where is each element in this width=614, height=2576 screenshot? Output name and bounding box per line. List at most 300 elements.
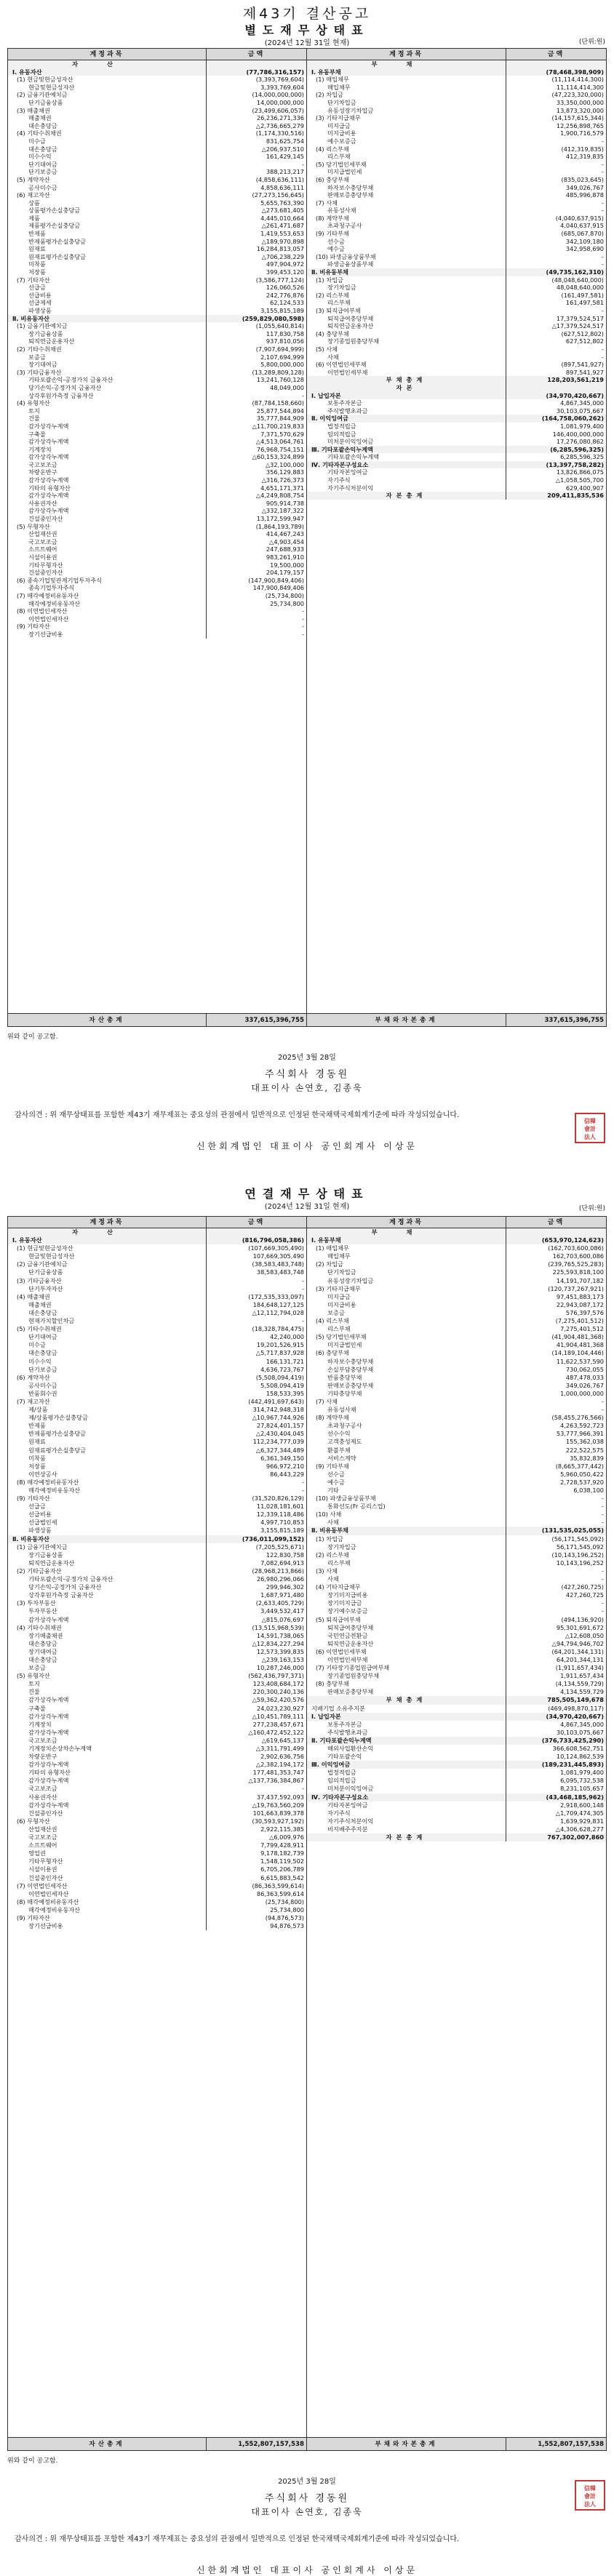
row-amount: (14,000,000,000)	[252, 91, 304, 99]
table-row	[8, 161, 306, 169]
row-label: 유동성장기차입금	[307, 1277, 506, 1285]
row-amount: 497,904,972	[266, 260, 304, 268]
row-label: 미수수익	[8, 1358, 207, 1366]
row-amount: 4,636,723,767	[260, 1365, 304, 1373]
row-amount: (107,669,305,490)	[248, 1244, 304, 1252]
row-amount: (1,174,330,516)	[255, 129, 304, 137]
row-label: 고객충성제도	[307, 1438, 506, 1446]
row-amount: (49,735,162,310)	[506, 268, 606, 276]
table-row	[8, 1317, 306, 1325]
table-row	[8, 1414, 306, 1422]
row-label: 손실부담충당부채	[307, 1366, 506, 1374]
row-label: 대손충당금	[8, 122, 207, 130]
table-row	[8, 384, 306, 392]
row-amount: 42,240,000	[270, 1333, 304, 1341]
table-row	[307, 238, 606, 246]
row-label: 장기선급비용	[8, 631, 207, 639]
table-row	[307, 1664, 606, 1672]
row-label: 현재가치할인차금	[8, 1317, 207, 1325]
row-label: 토지	[8, 407, 207, 415]
table-row	[307, 1333, 606, 1341]
row-amount: 1,639,929,831	[560, 1817, 604, 1825]
row-amount: 53,777,966,391	[556, 1430, 604, 1438]
row-label: 파생상품	[8, 307, 207, 315]
table-row	[8, 114, 306, 122]
table-row	[8, 461, 306, 469]
row-label: 비지배주주지분	[307, 1825, 506, 1833]
row-label: 대손충당금	[8, 1349, 207, 1357]
row-amount: △19,763,560,209	[252, 1801, 304, 1809]
row-amount: 19,500,000	[270, 561, 304, 569]
row-amount: △4,306,628,277	[555, 1825, 604, 1833]
row-amount: 17,276,080,862	[556, 438, 604, 446]
table-row	[307, 1591, 606, 1599]
row-amount: (653,970,124,623)	[506, 1236, 606, 1244]
row-amount: 7,371,570,629	[260, 430, 304, 438]
row-label: 리스부채	[307, 1325, 506, 1333]
row-amount: 86,443,229	[270, 1470, 304, 1478]
row-amount: 101,663,839,378	[252, 1809, 304, 1817]
row-amount: (14,157,615,344)	[551, 114, 604, 122]
row-label: 미지급금	[307, 1293, 506, 1301]
row-label: 하자보수충당부채	[307, 184, 506, 192]
announcement-note-2: 위와 같이 공고함.	[7, 2457, 58, 2465]
row-amount: (11,114,414,300)	[551, 76, 604, 84]
row-label: 감가상각누계액	[8, 423, 207, 431]
table-row	[8, 1688, 306, 1696]
row-label: 법정적립금	[307, 423, 506, 431]
row-amount: △32,100,000	[265, 460, 304, 468]
row-amount: 158,533,395	[266, 1389, 304, 1397]
row-label: 기타포괄손익누계액	[307, 453, 506, 461]
table-row	[307, 1599, 606, 1607]
row-label: 당기손익-공정가치 금융자산	[8, 1583, 207, 1591]
row-amount: △4,249,808,754	[255, 492, 304, 500]
row-amount: 767,302,007,860	[506, 1833, 606, 1841]
row-label: 매각예정비유동자산	[8, 1487, 207, 1495]
row-amount: 4,651,171,371	[260, 484, 304, 492]
row-amount: -	[302, 615, 304, 623]
row-amount: (47,223,320,000)	[551, 91, 604, 99]
table-row	[307, 1406, 606, 1414]
table-row	[307, 1519, 606, 1527]
section-separator	[0, 1152, 614, 1184]
consolidated-header	[0, 1184, 614, 1216]
row-amount: (64,201,344,131)	[551, 1647, 604, 1655]
table-row	[8, 577, 306, 585]
row-label: 장기종업원충당부채	[307, 1672, 506, 1680]
table-row	[307, 423, 606, 431]
row-amount: (835,023,645)	[561, 175, 604, 183]
row-label: 상품	[8, 199, 207, 207]
table-row	[307, 91, 606, 99]
row-amount: -	[302, 1276, 304, 1284]
left-column	[8, 49, 307, 1026]
row-amount: △59,362,420,576	[252, 1696, 304, 1704]
row-amount: 1,081,979,400	[560, 1769, 604, 1777]
row-amount: 12,573,399,835	[256, 1647, 304, 1655]
row-label: Ⅰ. 납입자본	[307, 1713, 506, 1721]
table-row	[8, 1268, 306, 1276]
row-label: 예수보증금	[307, 137, 506, 145]
table-row	[307, 1252, 606, 1260]
row-amount: 220,300,240,136	[252, 1688, 304, 1696]
row-amount: 25,734,800	[270, 1905, 304, 1913]
row-label: 부채총계	[307, 376, 506, 384]
row-amount: -	[302, 607, 304, 615]
row-amount: 166,131,721	[266, 1357, 304, 1365]
table-row	[8, 322, 306, 330]
row-label: Ⅰ. 유동부채	[307, 1236, 506, 1244]
row-amount: 4,867,345,000	[560, 399, 604, 407]
row-label: 환불부채	[307, 1447, 506, 1455]
row-amount: 2,728,537,920	[560, 1478, 604, 1486]
row-amount: 4,867,345,000	[560, 1720, 604, 1728]
table-row	[8, 284, 306, 292]
row-amount: 7,275,401,512	[560, 1325, 604, 1333]
row-label: (4) 유형자산	[8, 399, 207, 407]
row-label: 퇴직연금운용자산	[307, 1640, 506, 1648]
row-amount: 86,363,599,614	[256, 1889, 304, 1897]
table-row	[307, 1268, 606, 1276]
row-label: 지배기업 소유주지분	[307, 1705, 506, 1713]
row-amount: (685,067,870)	[561, 230, 604, 238]
row-label: 사용권자산	[8, 500, 207, 508]
row-label: 감가상각누계액	[8, 1777, 207, 1785]
row-amount: 1,419,553,653	[260, 230, 304, 238]
table-row	[8, 1648, 306, 1656]
row-amount: (4,134,559,729)	[555, 1680, 604, 1688]
row-amount: 356,129,883	[266, 468, 304, 476]
row-amount: -	[602, 1495, 604, 1503]
row-amount: 3,449,532,417	[260, 1607, 304, 1615]
row-amount: 4,445,010,664	[260, 214, 304, 222]
row-amount: (131,535,025,055)	[506, 1527, 606, 1535]
table-row	[8, 199, 306, 207]
table-row	[307, 176, 606, 184]
notice-header	[0, 0, 614, 48]
row-label: 단기차입금	[307, 99, 506, 107]
table-row	[307, 1390, 606, 1398]
row-label: 당기손익-공정가치 금융자산	[8, 384, 207, 392]
row-amount: -	[302, 1785, 304, 1793]
table-row	[8, 1599, 306, 1607]
row-amount: (56,171,545,092)	[551, 1535, 604, 1543]
row-amount: 146,400,000,000	[552, 430, 604, 438]
table-row	[8, 122, 306, 130]
table-row	[307, 1236, 606, 1244]
table-row	[8, 268, 306, 276]
row-label: (4) 매출채권	[8, 1293, 207, 1301]
table-row	[8, 76, 306, 84]
table-row	[8, 1333, 306, 1341]
row-label: (1) 금융기관예치금	[8, 322, 207, 330]
row-label: 국고보조금	[8, 461, 207, 469]
row-amount: 162,703,600,086	[552, 1252, 604, 1260]
row-label: 선급비용	[8, 292, 207, 300]
row-label: 통화선도(Fr 공리스업)	[307, 1503, 506, 1511]
table-row	[8, 507, 306, 515]
table-row	[307, 330, 606, 338]
table-row	[8, 330, 306, 338]
row-label: 건설중인자산	[8, 1874, 207, 1882]
table-row	[307, 461, 606, 469]
table-row	[8, 1293, 306, 1301]
row-label: 미지급금	[307, 122, 506, 130]
row-label: 감가상각누계액	[8, 453, 207, 461]
table-row	[8, 1672, 306, 1680]
row-label: 미착품	[8, 1455, 207, 1463]
row-label: 대손충당금	[8, 1656, 207, 1664]
row-amount: -	[602, 168, 604, 176]
row-label: 단기대여금	[8, 1333, 207, 1341]
table-row	[307, 1301, 606, 1309]
row-label: 미수금	[8, 137, 207, 145]
row-amount: (94,876,573)	[265, 1913, 304, 1921]
row-amount: △12,834,227,294	[252, 1639, 304, 1647]
row-label: (8) 충당부채	[307, 1680, 506, 1688]
table-row	[8, 276, 306, 284]
row-label: (9) 기타자산	[8, 623, 207, 631]
row-label: 이연법인세부채	[307, 1656, 506, 1664]
row-label: 기계장치	[8, 1721, 207, 1729]
table-row	[8, 1705, 306, 1713]
table-row	[307, 1624, 606, 1632]
table-row	[8, 1438, 306, 1446]
row-label: 공사미수금	[8, 184, 207, 192]
row-label: 유동성장기차입금	[307, 107, 506, 115]
row-amount: 10,124,862,539	[556, 1753, 604, 1761]
table-row	[307, 1527, 606, 1535]
table-row	[307, 1833, 606, 1841]
row-label: 법정적립금	[307, 1769, 506, 1777]
row-label: (3) 사채	[307, 1567, 506, 1575]
table-row	[307, 1260, 606, 1268]
row-amount: 1,900,716,579	[560, 129, 604, 137]
row-label: 기타포괄손익	[307, 1753, 506, 1761]
row-label: 미지급법인세	[307, 168, 506, 176]
row-label: 차량운반구	[8, 468, 207, 476]
row-amount: (34,970,420,667)	[506, 392, 606, 400]
row-amount: 3,155,815,189	[260, 1527, 304, 1535]
row-label: 퇴직연금운용자산	[307, 322, 506, 330]
table-row	[307, 199, 606, 207]
table-row	[307, 1374, 606, 1382]
row-amount: (7,275,401,512)	[555, 1317, 604, 1325]
table-row	[307, 1640, 606, 1648]
notice-title: 제43기 결산공고	[242, 6, 372, 22]
table-row	[307, 322, 606, 330]
row-label: (10) 사채	[307, 1511, 506, 1519]
row-label: (6) 재고자산	[8, 191, 207, 199]
table-row	[8, 1244, 306, 1252]
table-row	[8, 1398, 306, 1406]
row-label: (9) 기타자산	[8, 1495, 207, 1503]
row-amount: 349,026,767	[565, 1381, 604, 1389]
table-row	[307, 1398, 606, 1406]
row-amount: 13,826,866,075	[556, 468, 604, 476]
row-label: (6) 충당부채	[307, 176, 506, 184]
table-row	[8, 153, 306, 161]
row-label: 상각후원가측정 금융자산	[8, 392, 207, 400]
row-amount: 6,705,206,789	[260, 1865, 304, 1873]
row-amount: 107,669,305,490	[252, 1252, 304, 1260]
row-amount: 155,362,038	[565, 1438, 604, 1446]
auditor-seal: 信韓 會計 法人	[575, 1113, 605, 1143]
row-label: (2) 금융기관예치금	[8, 91, 207, 99]
table-row	[8, 1696, 306, 1704]
table-row	[8, 238, 306, 246]
group-header: 부채	[307, 60, 506, 68]
row-label: (4) 기타지급채무	[307, 1583, 506, 1591]
rows-right	[307, 60, 606, 1013]
table-row	[8, 438, 306, 446]
table-row	[8, 1632, 306, 1640]
table-row	[307, 415, 606, 423]
table-row	[8, 222, 306, 230]
row-label: 장기종업원충당부채	[307, 337, 506, 345]
row-label: 반품회수권	[8, 1390, 207, 1398]
row-amount: (13,289,809,128)	[252, 368, 304, 376]
row-amount: 427,260,725	[565, 1591, 604, 1599]
table-row	[307, 268, 606, 276]
row-amount: 161,429,145	[266, 153, 304, 161]
row-label: (7) 사채	[307, 1398, 506, 1406]
table-row	[307, 1471, 606, 1479]
table-row	[8, 569, 306, 577]
row-amount: -	[602, 252, 604, 260]
row-label: 퇴직연금운용자산	[8, 1559, 207, 1567]
row-label: 주식발행초과금	[307, 407, 506, 415]
table-row	[8, 184, 306, 192]
row-amount: 177,481,353,747	[252, 1769, 304, 1777]
announcement-date: 2025년 3월 28일	[278, 1054, 336, 1062]
row-amount: △706,238,229	[261, 252, 304, 260]
row-label: (2) 금융기관예치금	[8, 1260, 207, 1268]
row-amount: 412,319,835	[565, 153, 604, 161]
row-label: 미처분이익잉여금	[307, 1785, 506, 1793]
table-row	[8, 468, 306, 476]
table-row	[8, 1745, 306, 1753]
row-amount: 64,201,344,131	[556, 1655, 604, 1663]
table-row	[307, 1447, 606, 1455]
table-row	[307, 1325, 606, 1333]
row-label: 소프트웨어	[8, 545, 207, 553]
table-row	[8, 1366, 306, 1374]
table-row	[8, 600, 306, 608]
table-row	[307, 1696, 606, 1704]
row-amount: △11,700,219,833	[252, 422, 304, 430]
row-amount: 147,900,849,406	[252, 584, 304, 592]
table-row	[8, 492, 306, 500]
row-label: 주식발행초과금	[307, 1729, 506, 1737]
row-label: 감가상각누계액	[8, 1729, 207, 1737]
row-label: 장기미지급비용	[307, 1591, 506, 1599]
table-row	[307, 276, 606, 284]
row-amount: 6,038,100	[573, 1487, 604, 1494]
table-row	[307, 1366, 606, 1374]
row-amount: 247,688,933	[266, 545, 304, 553]
row-label: 매입채무	[307, 1252, 506, 1260]
table-row	[8, 91, 306, 99]
table-row	[307, 1479, 606, 1487]
table-row	[8, 515, 306, 523]
row-label: (3) 기타지급채무	[307, 1285, 506, 1293]
table-row	[8, 592, 306, 600]
table-row	[307, 1761, 606, 1769]
table-row	[307, 1656, 606, 1664]
audit-opinion-2: 감사의견 : 위 재무상태표를 포함한 제43기 재무제표는 중요성의 관점에서 일반적으로 인정된 한국채택국제회계기준에 따라 작성되었습니다.	[15, 2535, 460, 2543]
row-label: 구축물	[8, 431, 207, 439]
left-column	[8, 1217, 307, 2450]
row-label: Ⅳ. 기타자본구성요소	[307, 461, 506, 469]
row-amount: 16,284,813,057	[256, 245, 304, 253]
table-row	[307, 1495, 606, 1503]
row-label: (7) 재고자산	[8, 1398, 207, 1406]
row-amount: 8,231,105,657	[560, 1785, 604, 1793]
row-amount: -	[602, 1575, 604, 1583]
row-label: 제/상품평가손실충당금	[8, 1414, 207, 1422]
row-label: 파생금융상품부채	[307, 260, 506, 268]
row-amount: 10,287,246,000	[256, 1664, 304, 1672]
table-row	[307, 191, 606, 199]
total-row	[307, 1013, 606, 1026]
row-amount: 13,873,320,000	[556, 106, 604, 114]
row-amount: -	[602, 137, 604, 145]
row-amount: 2,107,694,999	[260, 353, 304, 361]
table-row	[307, 315, 606, 323]
row-label: 원재료평가손실충당금	[8, 253, 207, 261]
row-label: 보증금	[8, 1664, 207, 1672]
table-row	[307, 161, 606, 169]
table-row	[307, 1317, 606, 1325]
row-amount: 349,026,767	[565, 183, 604, 191]
table-row	[8, 1785, 306, 1793]
row-label: 장기매출채권	[8, 1632, 207, 1640]
row-amount: (8,665,377,442)	[555, 1462, 604, 1470]
section-heading-2: 연결재무상태표	[244, 1187, 370, 1201]
row-label: 감가상각누계액	[8, 1713, 207, 1721]
table-row	[8, 1495, 306, 1503]
table-row	[307, 1341, 606, 1349]
row-amount: (13,397,758,282)	[506, 461, 606, 469]
row-amount: 122,830,758	[266, 1551, 304, 1559]
row-amount: -	[602, 1397, 604, 1405]
table-row	[307, 484, 606, 492]
row-amount: 161,497,581	[565, 299, 604, 307]
group-header: 자산	[8, 60, 207, 68]
table-row	[307, 1293, 606, 1301]
table-row	[307, 184, 606, 192]
row-label: (2) 리스부채	[307, 292, 506, 300]
row-label: 장기대여금	[8, 1648, 207, 1656]
row-amount: -	[602, 199, 604, 207]
table-row	[8, 1713, 306, 1721]
table-row	[8, 253, 306, 261]
row-amount: △2,736,665,279	[255, 121, 304, 129]
row-label: 단기금융상품	[8, 1268, 207, 1276]
table-row	[8, 1761, 306, 1769]
table-row	[307, 1632, 606, 1640]
row-amount: 905,914,738	[266, 499, 304, 507]
row-label: 리스부채	[307, 299, 506, 307]
row-amount: 4,134,559,729	[560, 1688, 604, 1696]
row-label: (7) 사채	[307, 199, 506, 207]
row-label: Ⅱ. 비유동자산	[8, 1535, 207, 1543]
row-label: 기타	[307, 1487, 506, 1495]
row-amount: (6,285,596,325)	[506, 446, 606, 454]
table-row	[307, 492, 606, 500]
